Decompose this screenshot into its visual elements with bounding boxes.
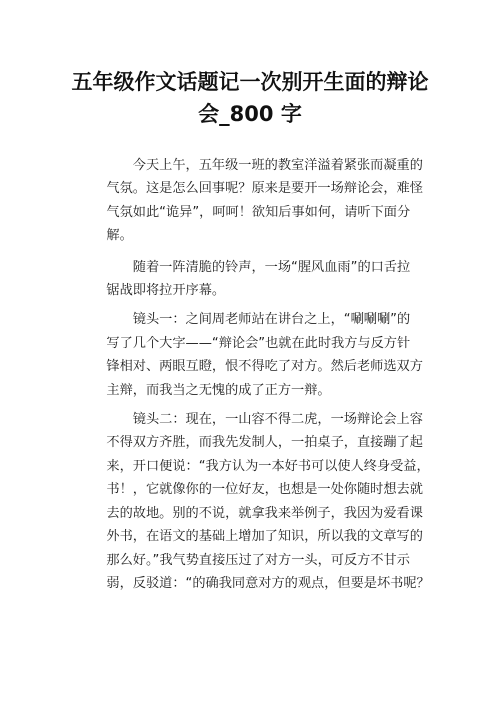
text-line: 主辩，而我当之无愧的成了正方一辩。 <box>106 382 331 398</box>
text-line: 镜头一：之间周老师站在讲台之上，“唰唰唰”的 <box>132 312 411 328</box>
paragraph <box>80 256 420 303</box>
text-line: 随着一阵清脆的铃声，一场“腥风血雨”的口舌拉 <box>132 259 411 275</box>
text-line: 写了几个大字——“辩论会”也就在此时我方与反方针 <box>106 335 411 351</box>
text-line: 外书，在语文的基础上增加了知识，所以我的文章写的 <box>106 529 423 545</box>
text-line: 不得双方齐胜，而我先发制人，一拍桌子，直接蹦了起 <box>106 435 423 451</box>
title-line: 会_800 字 <box>198 102 302 126</box>
document-title <box>60 66 440 130</box>
paragraph <box>80 154 423 248</box>
text-line: 锯战即将拉开序幕。 <box>106 283 226 299</box>
text-line: 气氛。这是怎么回事呢？原来是要开一场辩论会，难怪 <box>106 181 423 197</box>
text-line: 弱，反驳道：“的确我同意对方的观点，但要是坏书呢？ <box>106 575 430 591</box>
title-line: 五年级作文话题记一次别开生面的辩论 <box>71 70 429 94</box>
text-line: 解。 <box>106 228 133 244</box>
text-line: 气氛如此“诡异”，呵呵！欲知后事如何，请听下面分 <box>106 204 411 220</box>
text-line: 去的故地。别的不说，就拿我来举例子，我因为爱看课 <box>106 505 423 521</box>
paragraph <box>80 308 423 402</box>
text-line: 镜头二：现在，一山容不得二虎，一场辩论会上容 <box>132 412 423 428</box>
text-line: 书！，它就像你的一位好友，也想是一处你随时想去就 <box>106 482 423 498</box>
text-line: 锋相对、两眼互瞪，恨不得吃了对方。然后老师选双方 <box>106 359 423 375</box>
text-line: 今天上午，五年级一班的教室洋溢着紧张而凝重的 <box>132 158 423 173</box>
text-line: 那么好。”我气势直接压过了对方一头，可反方不甘示 <box>106 552 410 568</box>
text-line: 来，开口便说：“我方认为一本好书可以使人终身受益， <box>106 458 430 474</box>
document-body <box>80 154 430 601</box>
paragraph <box>80 408 430 595</box>
